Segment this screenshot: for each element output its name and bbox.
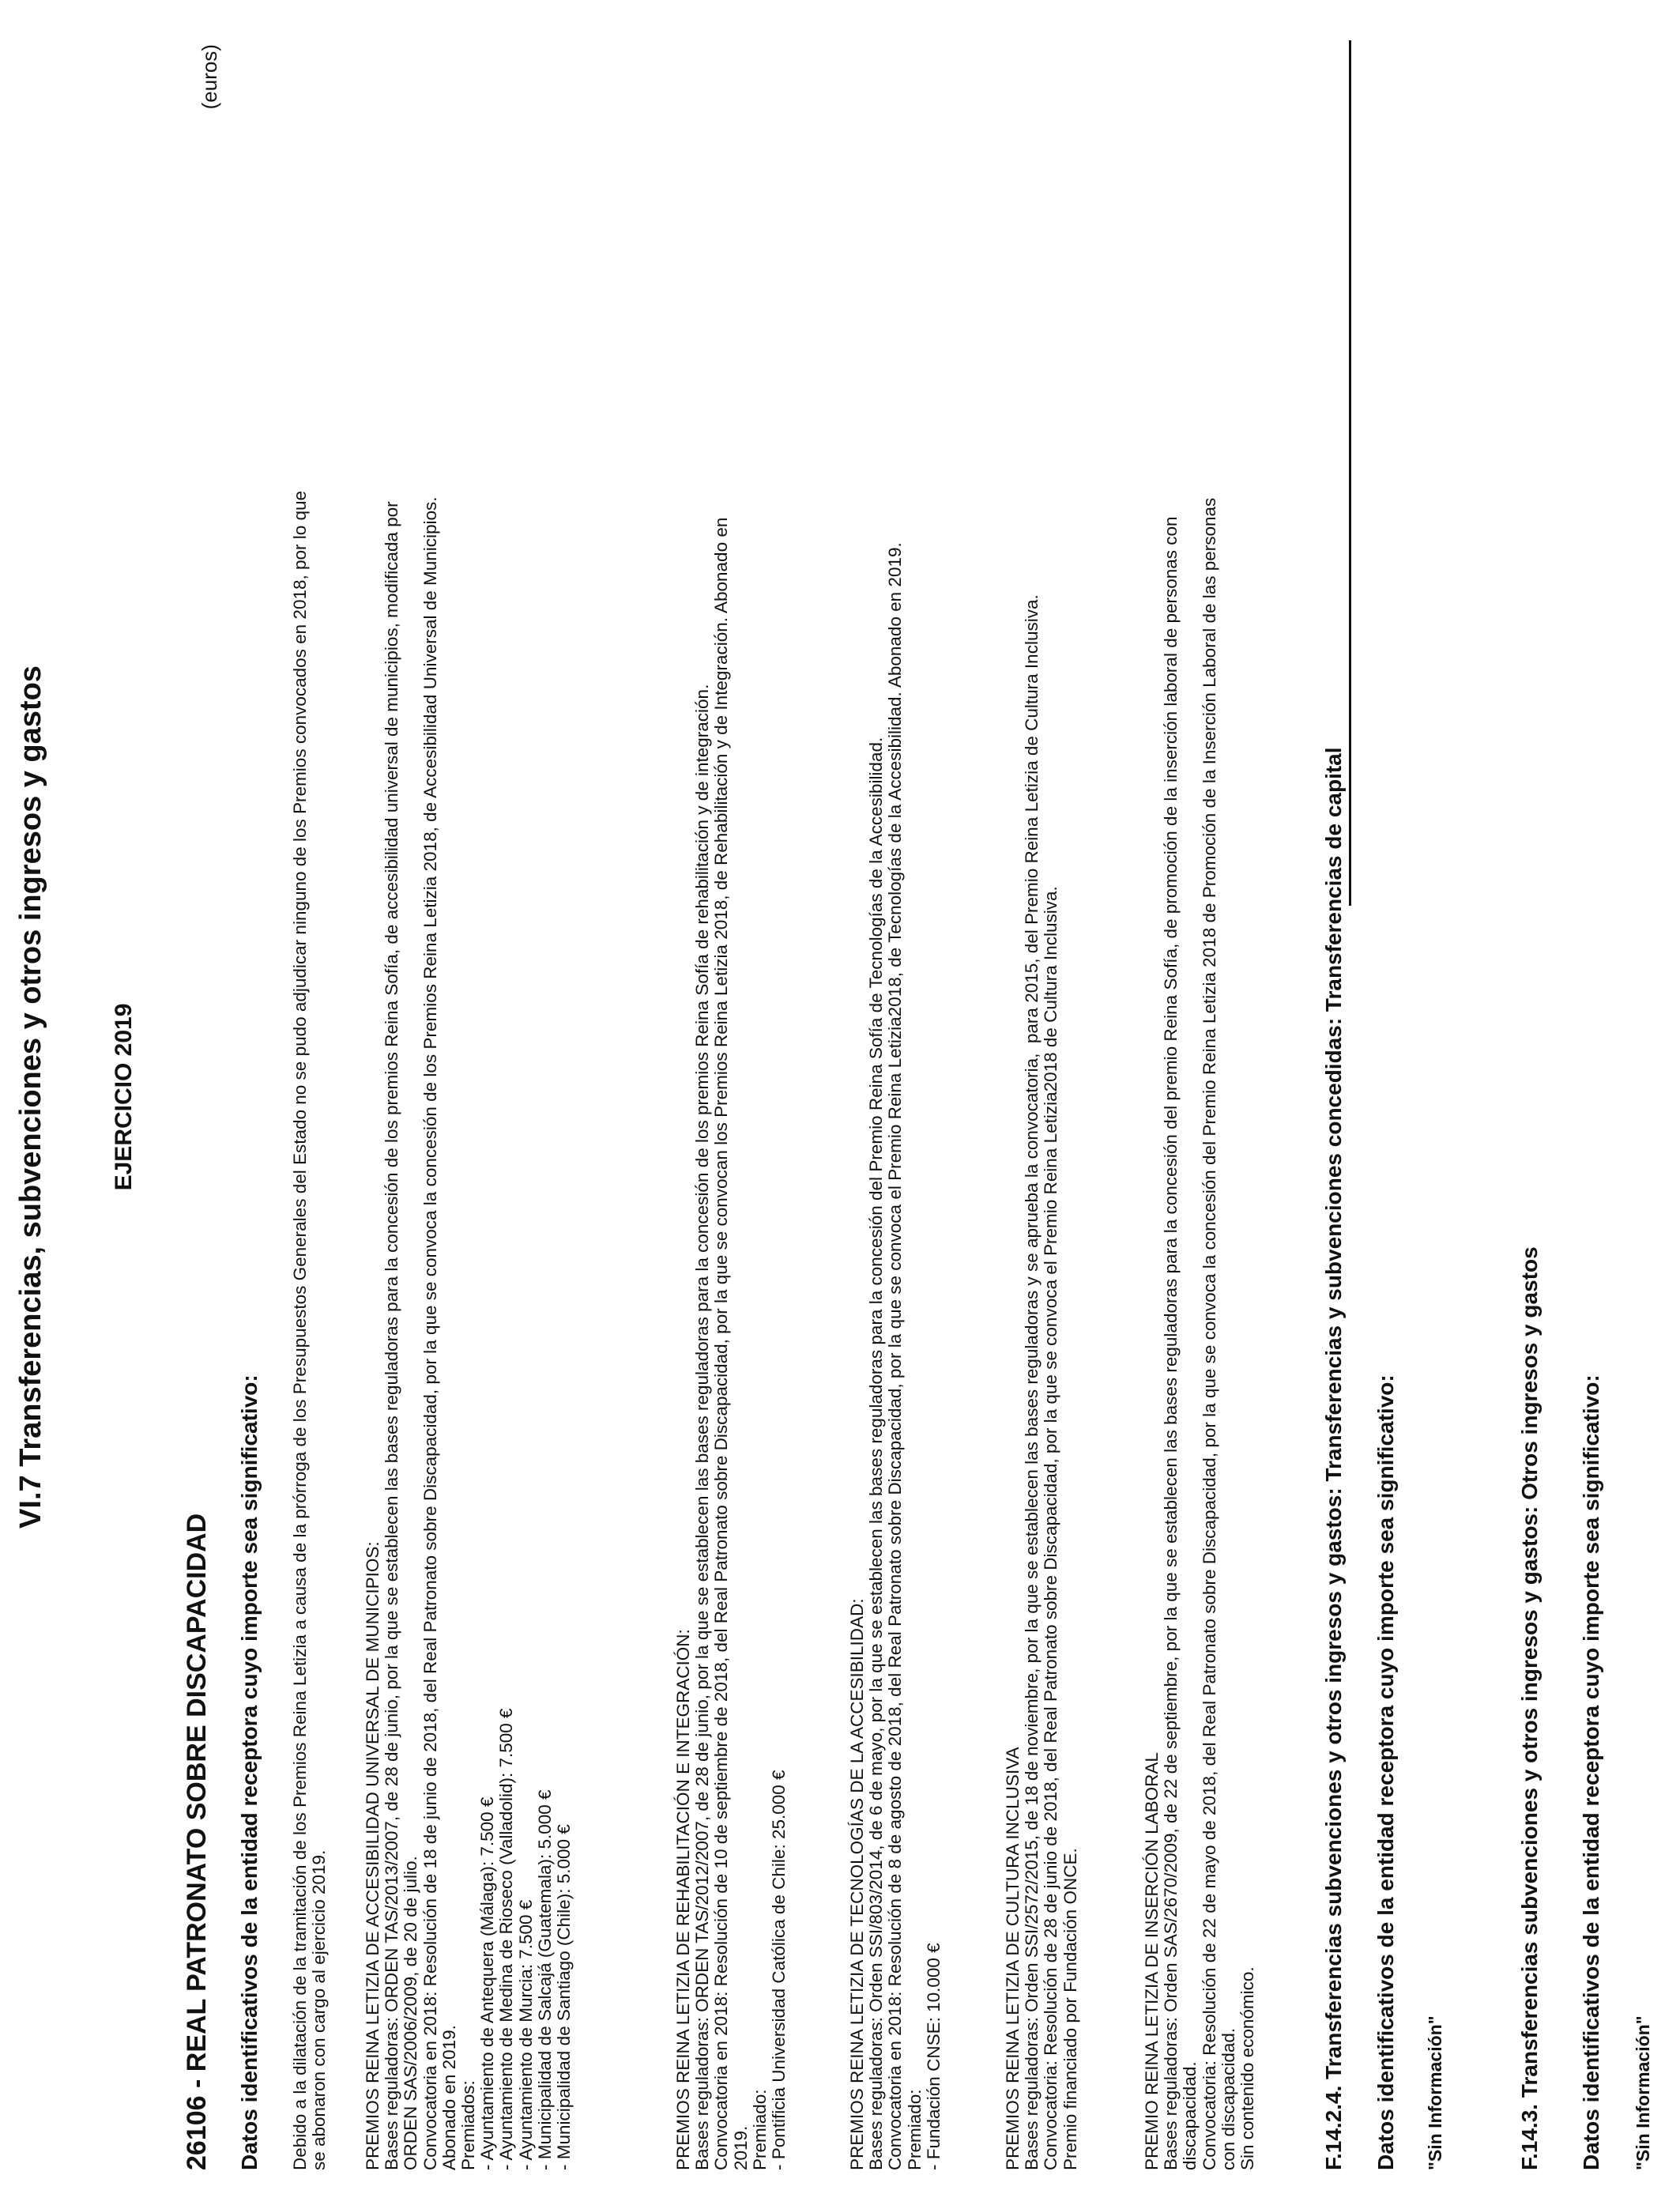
award-line: con discapacidad. — [1218, 2027, 1238, 2170]
award-line: Convocatoria en 2018: Resolución de 8 de agosto de 2018, del Real Patronato sobre Discapacidad, por la que se convoca el Premio Reina Letizia2018, de Tecnologías de la Accesibilidad. Abonado en 2019. — [885, 542, 906, 2170]
award-line: Bases reguladoras: Orden SAS/2670/2009, de 22 de septiembre, por la que se establecen las bases reguladoras para la concesión del premio Reina Sofía, de promoción de la inserción laboral de personas con — [1161, 516, 1181, 2170]
intro-line: se abonaron con cargo al ejercicio 2019. — [309, 1849, 330, 2170]
section-f1424-value: "Sin Información" — [1425, 2015, 1445, 2170]
award-line: PREMIOS REINA LETIZIA DE ACCESIBILIDAD UNIVERSAL DE MUNICIPIOS: — [363, 1541, 382, 2170]
section-f143-title-block — [1517, 76, 1543, 2170]
section-f143-value-block — [1633, 76, 1654, 2170]
section-f1424-heading: Datos identificativos de la entidad receptora cuyo importe sea significativo: — [1373, 1374, 1398, 2170]
award-accesibilidad-municipios — [363, 76, 574, 2170]
award-line: ORDEN SAS/2006/2009, de 20 de julio. — [401, 1856, 421, 2170]
award-line: - Municipalidad de Santiago (Chile): 5.000 € — [554, 1824, 574, 2170]
exercise-year: EJERCICIO 2019 — [111, 1003, 137, 1191]
intro-paragraph — [291, 76, 329, 2170]
award-line: PREMIOS REINA LETIZIA DE TECNOLOGÍAS DE LA ACCESIBILIDAD: — [847, 1598, 867, 2170]
award-line: - Fundación CNSE: 10.000 € — [923, 1943, 944, 2170]
award-line: Premiado: — [749, 2089, 770, 2170]
award-line: Premio financiado por Fundación ONCE. — [1060, 1848, 1080, 2170]
section-f143-value: "Sin Información" — [1633, 2015, 1653, 2170]
award-line: Premiados: — [458, 2080, 479, 2170]
award-line: Bases reguladoras: Orden SSI/2572/2015, de 18 de noviembre, por la que se establecen las bases reguladoras y se aprueba la convocatoria, para 2015, del Premio Reina Letizia de Cultura Inclusiva. — [1022, 594, 1042, 2170]
award-line: Premiado: — [904, 2089, 925, 2170]
award-insercion-laboral — [1143, 76, 1257, 2170]
award-line: Convocatoria: Resolución de 28 de junio de 2018, del Real Patronato sobre Discapacidad, por la que se convoca el Premio Reina Letizia2018 de Cultura Inclusiva. — [1041, 886, 1061, 2170]
section-f1424-title-block — [1321, 76, 1347, 2170]
section-f1424-value-block — [1425, 76, 1446, 2170]
award-line: Bases reguladoras: ORDEN TAS/2012/2007, de 28 de junio, por la que se establecen las bases reguladoras para la concesión de los premios Reina Sofía de rehabilitación y de integración. — [692, 684, 713, 2170]
award-line: Convocatoria: Resolución de 22 de mayo de 2018, del Real Patronato sobre Discapacidad, por la que se convoca la concesión del Premio Reina Letizia 2018 de Promoción de la Inserción Laboral de las personas — [1199, 497, 1219, 2170]
section-f143-title: F.14.3. Transferencias subvenciones y otros ingresos y gastos: Otros ingresos y gastos — [1517, 1246, 1542, 2170]
page-title: VI.7 Transferencias, subvenciones y otros ingresos y gastos — [14, 665, 47, 1529]
award-line: Bases reguladoras: ORDEN TAS/2013/2007, de 28 de junio, por la que se establecen las bases reguladoras para la concesión de los premios Reina Sofía, de accesibilidad universal de municipios, modificada por — [382, 501, 402, 2170]
award-line: PREMIOS REINA LETIZIA DE CULTURA INCLUSIVA — [1003, 1747, 1023, 2170]
award-cultura-inclusiva — [1004, 76, 1080, 2170]
entity-title: 26106 - REAL PATRONATO SOBRE DISCAPACIDAD — [182, 1513, 212, 2170]
section-f143-heading-block — [1579, 76, 1604, 2170]
intro-line: Debido a la dilatación de la tramitación de los Premios Reina Letizia a causa de la prórroga de los Presupuestos Generales del Estado no se pudo adjudicar ninguno de los Premios convocados en 2018, por lo que — [290, 490, 310, 2170]
award-line: - Pontificia Universidad Católica de Chile: 25.000 € — [769, 1770, 789, 2170]
section-f1424-heading-block — [1373, 76, 1399, 2170]
currency-note: (euros) — [198, 44, 221, 110]
section-f143-heading: Datos identificativos de la entidad receptora cuyo importe sea significativo: — [1579, 1374, 1603, 2170]
award-rehabilitacion — [674, 76, 789, 2170]
award-line: PREMIOS REINA LETIZIA DE REHABILITACIÓN E INTEGRACIÓN: — [673, 1629, 693, 2170]
award-line: - Ayuntamiento de Medina de Rioseco (Valladolid): 7.500 € — [496, 1708, 517, 2170]
receptor-heading: Datos identificativos de la entidad receptora cuyo importe sea significativo: — [237, 1374, 262, 2170]
award-line: 2019. — [730, 2125, 751, 2170]
award-line: Convocatoria en 2018: Resolución de 10 de septiembre de 2018, del Real Patronato sobre Discapacidad, por la que se convocan los Premios Reina Letizia 2018, de Rehabilitación y de Integración. Abonado en — [711, 517, 732, 2170]
award-line: Bases reguladoras: Orden SSI/803/2014, de 6 de mayo, por la que se establecen las bases reguladoras para la concesión del Premio Reina Sofía de Tecnologías de la Accesibilidad. — [866, 737, 887, 2170]
award-line: - Ayuntamiento de Murcia: 7.500 € — [515, 1899, 536, 2170]
award-line: discapacidad. — [1180, 2061, 1200, 2170]
award-line: PREMIO REINA LETIZIA DE INSERCIÓN LABORAL — [1142, 1752, 1162, 2170]
award-line: Sin contenido económico. — [1237, 1966, 1258, 2170]
award-line: - Ayuntamiento de Antequera (Málaga): 7.500 € — [477, 1796, 498, 2170]
award-line: Convocatoria en 2018: Resolución de 18 de junio de 2018, del Real Patronato sobre Discapacidad, por la que se convoca la concesión de los Premios Reina Letizia 2018, de Accesibilidad Universal de Municipios. — [420, 496, 440, 2170]
award-tecnologias — [848, 76, 944, 2170]
section-f1424-title: F.14.2.4. Transferencias subvenciones y otros ingresos y gastos: Transferencias y subvenciones concedidas: Transferencias de capital — [1321, 747, 1346, 2170]
receptor-heading-block — [237, 76, 262, 2170]
award-line: - Municipalidad de Salcajá (Guatemala): 5.000 € — [534, 1789, 555, 2170]
section-divider — [1349, 40, 1351, 906]
award-line: Abonado en 2019. — [439, 2025, 459, 2170]
